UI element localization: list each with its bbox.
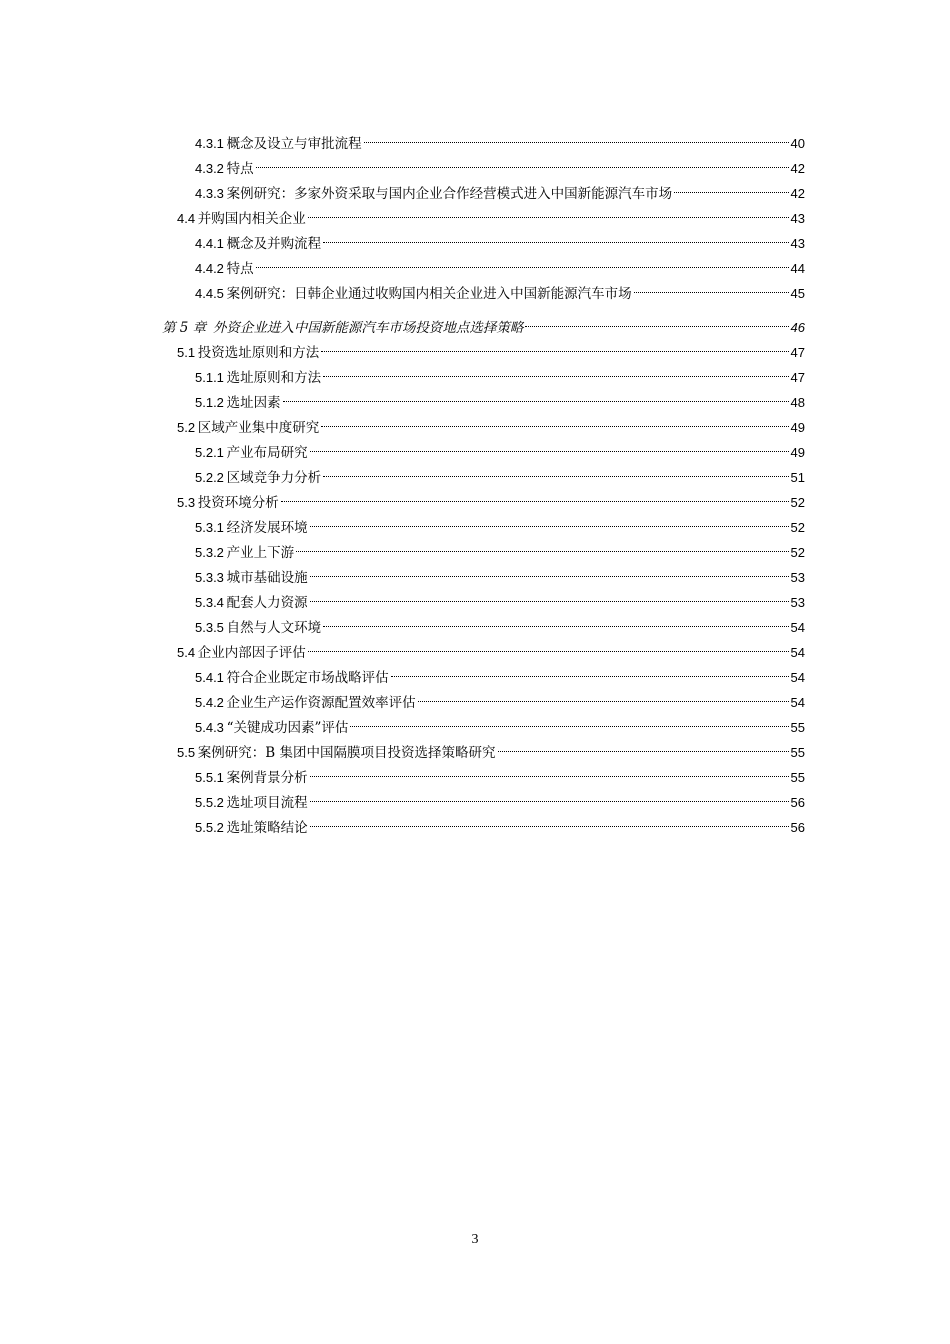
toc-entry[interactable]	[195, 560, 805, 586]
toc-entry-title: 特点	[226, 161, 254, 177]
toc-entry-number: 5.2.2	[195, 470, 224, 485]
toc-entry-number: 5.3.5	[195, 620, 224, 635]
toc-entry-page: 56	[790, 820, 805, 835]
toc-dot-leader	[309, 560, 790, 582]
toc-dot-leader	[390, 660, 790, 682]
toc-dot-leader	[309, 435, 790, 457]
toc-entry[interactable]	[195, 535, 805, 561]
page-number: 3	[471, 1232, 479, 1247]
toc-entry-number: 5.3.4	[195, 595, 224, 610]
toc-entry-page: 42	[790, 161, 805, 176]
toc-entry-number: 5.1.2	[195, 395, 224, 410]
toc-entry-page: 45	[790, 286, 805, 301]
toc-entry-page: 53	[790, 595, 805, 610]
toc-entry[interactable]	[195, 710, 805, 736]
toc-entry[interactable]	[195, 435, 805, 461]
toc-entry-title: 外资企业进入中国新能源汽车市场投资地点选择策略	[212, 320, 524, 336]
toc-entry-number: 5.2	[177, 420, 196, 435]
toc-entry-page: 52	[790, 545, 805, 560]
toc-entry-title: “关键成功因素”评估	[226, 720, 349, 736]
toc-entry-number: 5.4.1	[195, 670, 224, 685]
toc-entry-page: 47	[790, 370, 805, 385]
toc-dot-leader	[307, 201, 790, 223]
toc-entry-page: 49	[790, 445, 805, 460]
toc-entry[interactable]	[195, 385, 805, 411]
toc-entry-title: 案例研究：B 集团中国隔膜项目投资选择策略研究	[197, 745, 496, 761]
toc-entry-page: 44	[790, 261, 805, 276]
toc-entry-title: 选址原则和方法	[226, 370, 322, 386]
toc-entry-title: 经济发展环境	[226, 520, 308, 536]
toc-entry-title: 选址策略结论	[226, 820, 308, 836]
toc-entry[interactable]	[195, 660, 805, 686]
toc-dot-leader	[295, 535, 789, 557]
toc-entry-page: 52	[790, 520, 805, 535]
toc-dot-leader	[307, 635, 790, 657]
toc-entry[interactable]	[177, 201, 805, 227]
toc-entry-number: 5.4.3	[195, 720, 224, 735]
toc-entry-title: 并购国内相关企业	[197, 211, 306, 227]
toc-entry-page: 54	[790, 670, 805, 685]
toc-dot-leader	[309, 785, 790, 807]
toc-entry-number: 5.5.2	[195, 795, 224, 810]
toc-entry-page: 54	[790, 645, 805, 660]
toc-entry-number: 5.3.2	[195, 545, 224, 560]
toc-entry-number: 5.5	[177, 745, 196, 760]
toc-entry-title: 产业布局研究	[226, 445, 308, 461]
toc-entry-number: 5.1.1	[195, 370, 224, 385]
toc-entry[interactable]	[177, 735, 805, 761]
toc-entry-title: 企业内部因子评估	[197, 645, 306, 661]
toc-dot-leader	[417, 685, 790, 707]
toc-dot-leader	[309, 810, 790, 832]
toc-entry-page: 43	[790, 211, 805, 226]
toc-entry-title: 案例研究：日韩企业通过收购国内相关企业进入中国新能源汽车市场	[226, 286, 632, 302]
toc-dot-leader	[349, 710, 789, 732]
toc-dot-leader	[497, 735, 790, 757]
toc-entry-title: 城市基础设施	[226, 570, 308, 586]
toc-entry[interactable]	[195, 760, 805, 786]
toc-dot-leader	[524, 310, 789, 332]
toc-entry-title: 企业生产运作资源配置效率评估	[226, 695, 416, 711]
toc-dot-leader	[322, 610, 789, 632]
toc-entry-title: 区域竞争力分析	[226, 470, 322, 486]
toc-entry-number: 4.3.2	[195, 161, 224, 176]
toc-entry-title: 概念及并购流程	[226, 236, 322, 252]
toc-entry-title: 概念及设立与审批流程	[226, 136, 362, 152]
toc-entry-number: 4.4.1	[195, 236, 224, 251]
toc-entry[interactable]	[195, 151, 805, 177]
toc-entry-page: 56	[790, 795, 805, 810]
toc-dot-leader	[322, 460, 789, 482]
toc-dot-leader	[320, 335, 789, 357]
toc-dot-leader	[309, 760, 790, 782]
toc-dot-leader	[633, 276, 790, 298]
toc-dot-leader	[280, 485, 790, 507]
toc-entry[interactable]	[195, 685, 805, 711]
toc-entry[interactable]	[195, 610, 805, 636]
toc-entry-page: 54	[790, 695, 805, 710]
toc-entry[interactable]	[195, 785, 805, 811]
toc-entry[interactable]	[195, 176, 805, 202]
toc-entry-title: 投资环境分析	[197, 495, 279, 511]
toc-entry-page: 52	[790, 495, 805, 510]
toc-entry-title: 案例研究：多家外资采取与国内企业合作经营模式进入中国新能源汽车市场	[226, 186, 673, 202]
toc-entry[interactable]	[177, 335, 805, 361]
toc-chapter-entry[interactable]	[162, 310, 805, 336]
toc-entry-page: 51	[790, 470, 805, 485]
toc-entry[interactable]	[195, 810, 805, 836]
toc-entry-page: 46	[790, 320, 805, 335]
toc-dot-leader	[255, 251, 790, 273]
toc-entry-page: 55	[790, 720, 805, 735]
toc-entry-number: 5.2.1	[195, 445, 224, 460]
toc-entry-number: 4.3.1	[195, 136, 224, 151]
toc-dot-leader	[322, 226, 789, 248]
toc-entry-title: 配套人力资源	[226, 595, 308, 611]
toc-entry[interactable]	[195, 276, 805, 302]
toc-entry-number: 4.4.2	[195, 261, 224, 276]
toc-entry-number: 5.3.1	[195, 520, 224, 535]
toc-entry-page: 42	[790, 186, 805, 201]
toc-entry-title: 符合企业既定市场战略评估	[226, 670, 389, 686]
toc-entry-page: 43	[790, 236, 805, 251]
toc-entry-page: 55	[790, 770, 805, 785]
toc-entry-title: 案例背景分析	[226, 770, 308, 786]
toc-entry-page: 53	[790, 570, 805, 585]
toc-entry-number: 5.3.3	[195, 570, 224, 585]
toc-entry[interactable]	[195, 460, 805, 486]
toc-entry-number: 4.3.3	[195, 186, 224, 201]
toc-entry[interactable]	[195, 585, 805, 611]
toc-entry[interactable]	[177, 485, 805, 511]
toc-entry-page: 54	[790, 620, 805, 635]
toc-entry-title: 投资选址原则和方法	[197, 345, 320, 361]
toc-entry-number: 5.4.2	[195, 695, 224, 710]
toc-entry-number: 第 5 章	[162, 320, 207, 336]
toc-dot-leader	[309, 510, 790, 532]
toc-entry[interactable]	[195, 126, 805, 152]
toc-entry[interactable]	[195, 510, 805, 536]
toc-entry-number: 5.3	[177, 495, 196, 510]
toc-entry[interactable]	[195, 360, 805, 386]
toc-entry[interactable]	[177, 410, 805, 436]
toc-entry-number: 4.4	[177, 211, 196, 226]
toc-entry[interactable]	[195, 226, 805, 252]
toc-entry-number: 4.4.5	[195, 286, 224, 301]
toc-entry-title: 自然与人文环境	[226, 620, 322, 636]
toc-entry-page: 48	[790, 395, 805, 410]
toc-entry-title: 特点	[226, 261, 254, 277]
toc-entry-title: 选址项目流程	[226, 795, 308, 811]
toc-entry-page: 47	[790, 345, 805, 360]
toc-entry-title: 选址因素	[226, 395, 281, 411]
toc-dot-leader	[282, 385, 790, 407]
toc-dot-leader	[322, 360, 789, 382]
toc-entry-page: 40	[790, 136, 805, 151]
toc-dot-leader	[363, 126, 790, 148]
toc-dot-leader	[309, 585, 790, 607]
toc-entry[interactable]	[177, 635, 805, 661]
toc-entry-title: 产业上下游	[226, 545, 295, 561]
toc-dot-leader	[673, 176, 789, 198]
toc-entry-page: 55	[790, 745, 805, 760]
toc-entry-title: 区域产业集中度研究	[197, 420, 320, 436]
toc-entry[interactable]	[195, 251, 805, 277]
toc-entry-number: 5.5.1	[195, 770, 224, 785]
toc-entry-number: 5.5.2	[195, 820, 224, 835]
toc-dot-leader	[320, 410, 789, 432]
toc-entry-number: 5.4	[177, 645, 196, 660]
toc-dot-leader	[255, 151, 790, 173]
toc-entry-number: 5.1	[177, 345, 196, 360]
toc-entry-page: 49	[790, 420, 805, 435]
